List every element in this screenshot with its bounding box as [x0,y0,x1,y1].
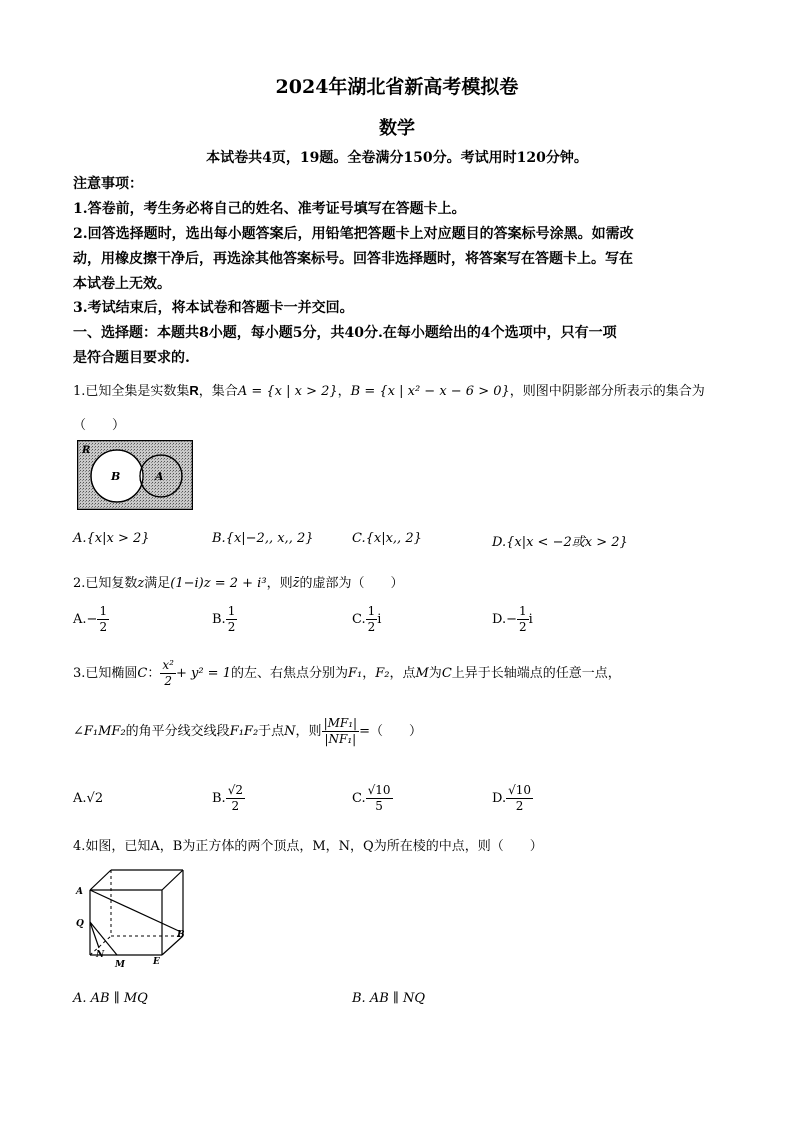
q1-sep: ， [337,384,351,399]
section-1-line-2: 是符合题目要求的. [73,350,190,366]
exam-info: 本试卷共4页，19题。全卷满分150分。考试用时120分钟。 [206,150,588,166]
venn-label-B: B [111,470,121,483]
q4-stem: 4.如图，已知A，B为正方体的两个顶点，M，N，Q为所在棱的中点，则（ ） [73,839,543,854]
q2-equation: (1−i)z = 2 + i³ [170,576,267,591]
subject-title: 数学 [379,118,415,139]
venn-label-R: R [82,445,91,456]
q2-z: z [137,576,145,591]
cube-label-E: E [153,957,160,967]
q1-option-b[interactable]: B.{x|−2,, x,, 2} [212,531,314,546]
exam-title: 2024年湖北省新高考模拟卷 [275,76,519,98]
q1-stem [73,380,705,399]
note-1: 1.答卷前，考生务必将自己的姓名、准考证号填写在答题卡上。 [73,201,466,217]
venn-label-A: A [155,470,164,483]
q3-option-d[interactable]: D. $\frac{√10}{2}$ [492,783,532,813]
q1-stem-b: ，集合 [198,384,238,399]
note-2-line-3: 本试卷上无效。 [73,276,171,292]
q4-cube-figure [73,864,195,970]
q2-stem-b: 满足 [144,576,171,591]
cube-label-Q: Q [76,919,84,929]
q3-option-b[interactable]: B. $\frac{√2}{2}$ [212,783,243,813]
q4-option-a[interactable]: A. AB ∥ MQ [73,991,148,1006]
q1-set-A: A = {x | x > 2} [237,384,338,399]
cube-label-B: B [177,930,185,940]
q2-option-b[interactable]: B. $\frac{1}{2}$ [212,604,236,634]
q3-stem-line-1: 3.已知椭圆C： $\frac{\text{x²}}{2}$ + y² = 1的左、右焦点分别为F₁，F₂，点M为C上异于长轴端点的任意一点， [73,658,621,688]
q2-option-d[interactable]: D.− $\frac{1}{2}$ i [492,604,533,634]
q3-option-c[interactable]: C. $\frac{√10}{5}$ [352,783,391,813]
cube-label-M: M [115,960,125,970]
q1-set-B: B = {x | x² − x − 6 > 0} [350,384,510,399]
q2-stem-c: ，则 [266,576,293,591]
q1-option-d[interactable]: D.{x|x < −2或x > 2} [492,535,628,550]
notes-heading: 注意事项： [73,176,143,192]
cube-label-N: N [96,950,105,960]
note-2-line-1: 2.回答选择题时，选出每小题答案后，用铅笔把答题卡上对应题目的答案标号涂黑。如需改 [73,226,634,242]
q2-stem-a: 2.已知复数 [73,576,138,591]
q1-paren: （ ） [73,418,126,433]
q2-stem-d: 的虚部为（ ） [299,576,404,591]
q4-option-b[interactable]: B. AB ∥ NQ [352,991,426,1006]
q3-stem-line-2: ∠F₁MF₂的角平分线交线段F₁F₂于点N，则 $\frac{\text{|MF₁|}}{\text{|NF₁|}}$ =（ ） [73,716,422,746]
q1-stem-c: ，则图中阴影部分所表示的集合为 [509,384,705,399]
cube-label-A: A [76,887,83,897]
q2-option-c[interactable]: C. $\frac{1}{2}$ i [352,604,382,634]
note-3: 3.考试结束后，将本试卷和答题卡一并交回。 [73,300,354,316]
q2-zbar: z̄ [292,576,300,591]
q1-R: R [189,383,199,398]
section-1-line-1: 一、选择题：本题共8小题，每小题5分，共40分.在每小题给出的4个选项中，只有一项 [73,325,617,341]
q2-option-a[interactable]: A.− $\frac{1}{2}$ [73,604,108,634]
q1-option-c[interactable]: C.{x|x,, 2} [352,531,422,546]
q1-stem-a: 1.已知全集是实数集 [73,384,190,399]
note-2-line-2: 动，用橡皮擦干净后，再选涂其他答案标号。回答非选择题时，将答案写在答题卡上。写在 [73,251,633,267]
q2-stem [73,572,403,591]
q3-option-a[interactable]: A.√2 [73,791,104,806]
q1-venn-diagram [77,440,193,510]
q1-option-a[interactable]: A.{x|x > 2} [73,531,150,546]
